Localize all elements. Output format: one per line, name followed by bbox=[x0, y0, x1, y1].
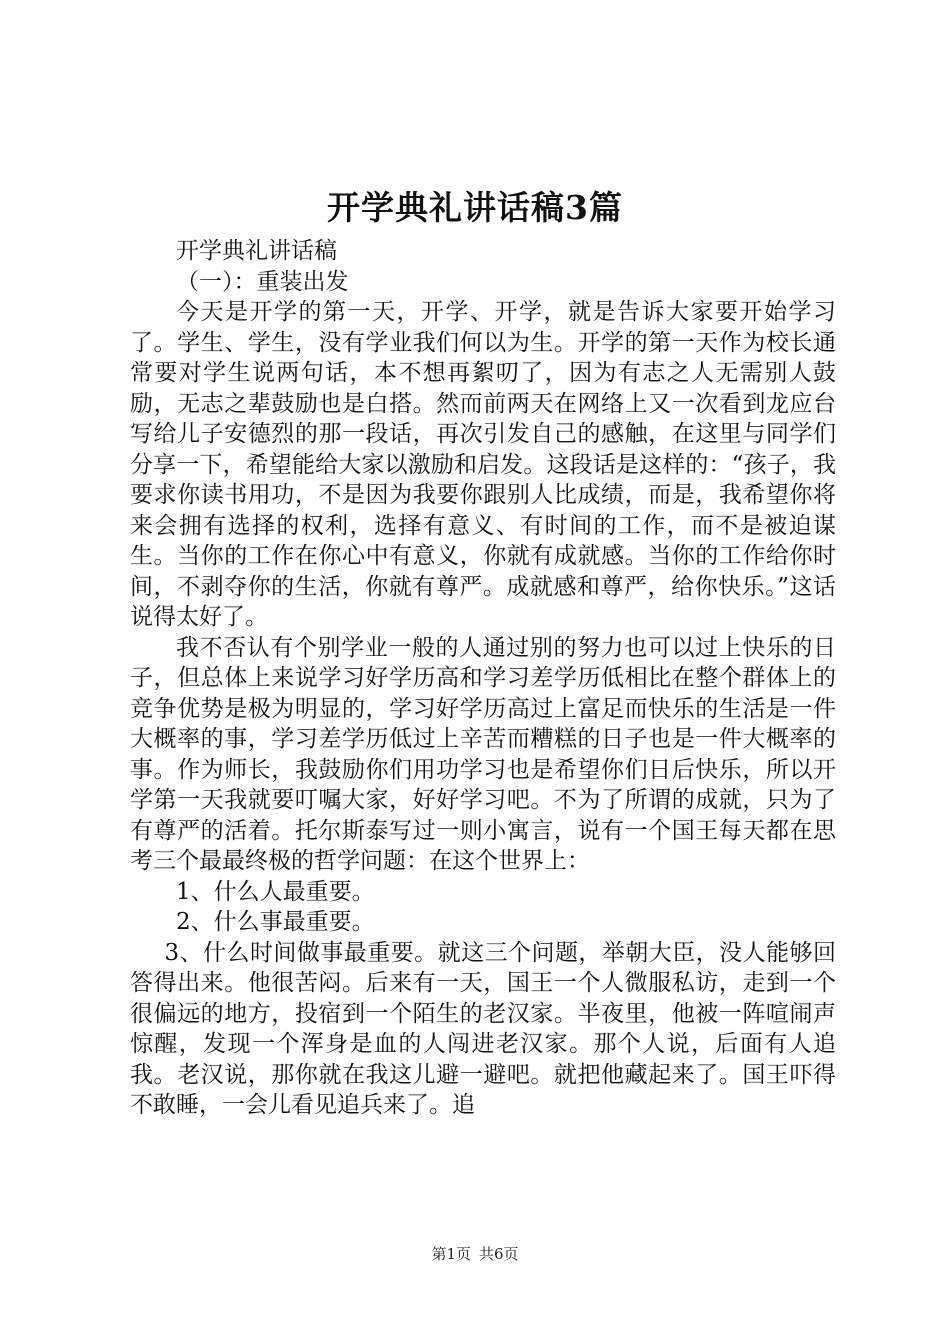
document-body bbox=[130, 236, 836, 1121]
subtitle-paragraph: 开学典礼讲话稿 bbox=[176, 238, 337, 264]
body-paragraph: 今天是开学的第一天，开学、开学，就是告诉大家要开始学习了。学生、学生，没有学业我们何以为生。开学的第一天作为校长通常要对学生说两句话，本不想再絮叨了，因为有志之人无需别人鼓励，无志之辈鼓励也是白搭。然而前两天在网络上又一次看到龙应台写给儿子安德烈的那一段话，再次引发自己的感触，在这里与同学们分享一下，希望能给大家以激励和启发。这段话是这样的：“孩子，我要求你读书用功，不是因为我要你跟别人比成绩，而是，我希望你将来会拥有选择的权利，选择有意义、有时间的工作，而不是被迫谋生。当你的工作在你心中有意义，你就有成就感。当你的工作给你时间，不剥夺你的生活，你就有尊严。成就感和尊严，给你快乐。”这话说得太好了。 bbox=[130, 299, 836, 630]
list-item: 2、什么事最重要。 bbox=[176, 909, 375, 935]
document-title: 开学典礼讲话稿3篇 bbox=[327, 188, 623, 227]
page-total: 共6页 bbox=[479, 1245, 519, 1263]
page-footer bbox=[0, 1244, 950, 1264]
list-item: 1、什么人最重要。 bbox=[176, 878, 375, 905]
list-item: 3、什么时间做事最重要。就这三个问题，举朝大臣，没人能够回答得出来。他很苦闷。后来有一天，国王一个人微服私访，走到一个很偏远的地方，投宿到一个陌生的老汉家。半夜里，他被一阵喧闹声惊醒，发现一个浑身是血的人闯进老汉家。那个人说，后面有人追我。老汉说，那你就在我这儿避一避吧。就把他藏起来了。国王吓得不敢睡，一会儿看见追兵来了。追 bbox=[130, 939, 836, 1118]
page-number: 第1页 bbox=[431, 1245, 471, 1263]
section-heading: （一）：重装出发 bbox=[176, 268, 349, 295]
body-paragraph: 我不否认有个别学业一般的人通过别的努力也可以过上快乐的日子，但总体上来说学习好学历高和学习差学历低相比在整个群体上的竞争优势是极为明显的，学习好学历高过上富足而快乐的生活是一件大概率的事，学习差学历低过上辛苦而糟糕的日子也是一件大概率的事。作为师长，我鼓励你们用功学习也是希望你们日后快乐，所以开学第一天我就要叮嘱大家，好好学习吧。不为了所谓的成就，只为了有尊严的活着。托尔斯泰写过一则小寓言，说有一个国王每天都在思考三个最最终极的哲学问题：在这个世界上： bbox=[130, 634, 836, 874]
